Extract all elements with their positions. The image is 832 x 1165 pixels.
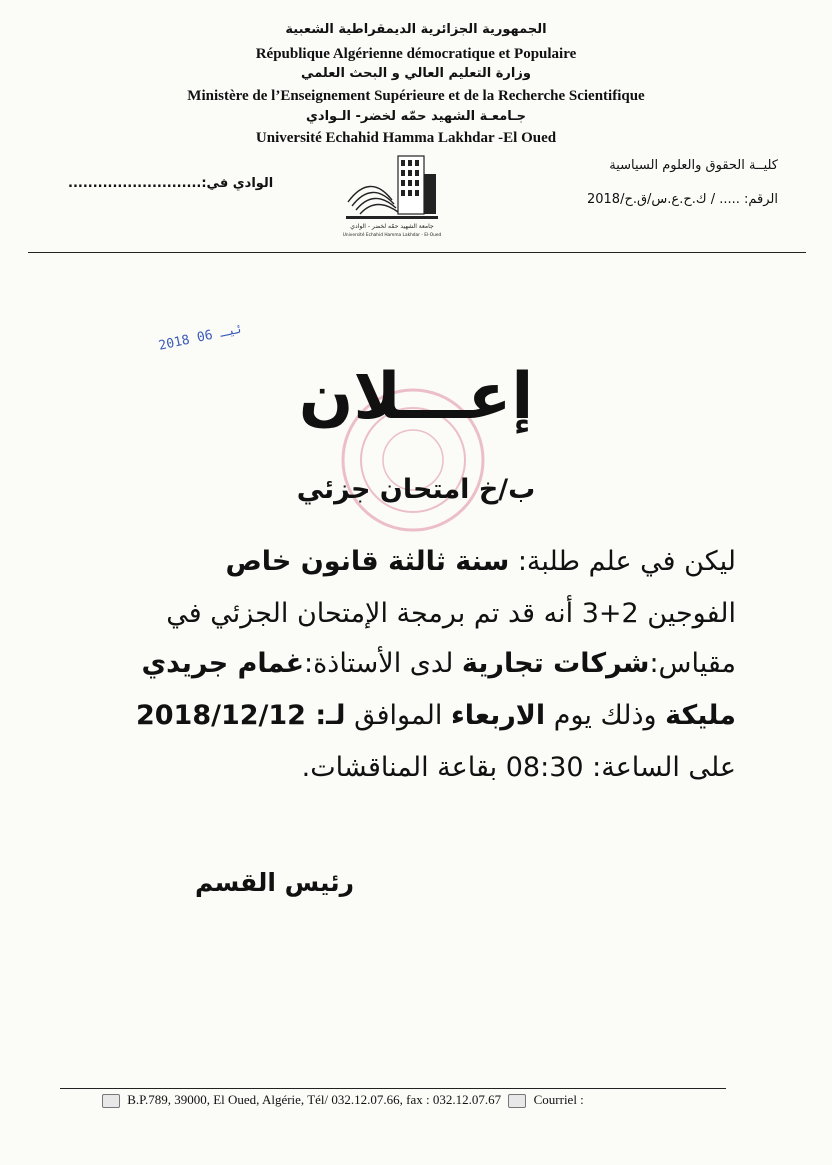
reference-number: الرقم: ..... / ك.ح.ع.س/ق.ح/2018 (586, 192, 778, 207)
place-date: الوادي في:........................... (68, 176, 274, 191)
notice-line-2: الفوجين 2+3 أنه قد تم برمجة الإمتحان الجزئي في (166, 598, 736, 629)
notice-line-3-a: مقياس: (649, 648, 736, 679)
notice-subtitle: ب/خ امتحان جزئي (296, 474, 536, 505)
notice-line-4-b: وذلك يوم (545, 700, 666, 731)
footer-contact (98, 1092, 798, 1108)
header-ar-university: جـامعـة الشهيد حمّه لخضر- الـوادي (306, 109, 526, 124)
header-ar-ministry: وزارة التعليم العالي و البحث العلمي (301, 66, 531, 81)
notice-line-4 (136, 690, 736, 742)
fax-icon (508, 1094, 526, 1108)
footer-divider (60, 1088, 726, 1089)
header-fr-ministry: Ministère de l’Enseignement Supérieure et de la Recherche Scientifique (187, 88, 645, 104)
header-fr-republic: République Algérienne démocratique et Populaire (255, 46, 577, 62)
faculty-name: كليــة الحقوق والعلوم السياسية (609, 158, 778, 173)
date-stamp: 2018 ئيـ 06 (157, 321, 245, 354)
notice-line-1-a: ليكن في علم طلبة: (509, 546, 736, 577)
notice-line-4-a: مليكة (665, 700, 736, 731)
notice-line-1-b: سنة ثالثة قانون خاص (225, 546, 510, 577)
notice-line-4-d: الموافق (345, 700, 451, 731)
notice-line-3 (141, 638, 736, 690)
logo-caption-ar: جامعة الشهيد حمّه لخضر - الوادي (350, 223, 434, 230)
notice-line-1 (225, 536, 736, 588)
notice-line-3-c: لدى الأستاذة: (304, 648, 462, 679)
university-logo (340, 152, 458, 240)
header-divider (28, 252, 806, 253)
header-fr-university: Université Echahid Hamma Lakhdar -El Oued (255, 130, 557, 146)
signature-title: رئيس القسم (194, 868, 354, 897)
header-ar-republic: الجمهورية الجزائرية الديمقراطية الشعبية (285, 22, 547, 37)
notice-line-5: على الساعة: 08:30 بقاعة المناقشات. (301, 752, 736, 783)
notice-line-4-c: الاربعاء (450, 700, 546, 731)
mail-icon (102, 1094, 120, 1108)
notice-line-3-b: شركات تجارية (461, 648, 650, 679)
notice-title: إعـــلان (298, 360, 534, 434)
footer-address: B.P.789, 39000, El Oued, Algérie, Tél/ 032.12.07.66, fax : 032.12.07.67 (127, 1092, 502, 1107)
footer-courriel: Courriel : (533, 1092, 584, 1107)
notice-line-4-e: لـ: 2018/12/12 (135, 700, 346, 731)
notice-line-3-d: غمام جريدي (141, 648, 305, 679)
logo-caption-fr: Université Echahid Hamma Lakhdar - El-Oued (342, 233, 442, 238)
